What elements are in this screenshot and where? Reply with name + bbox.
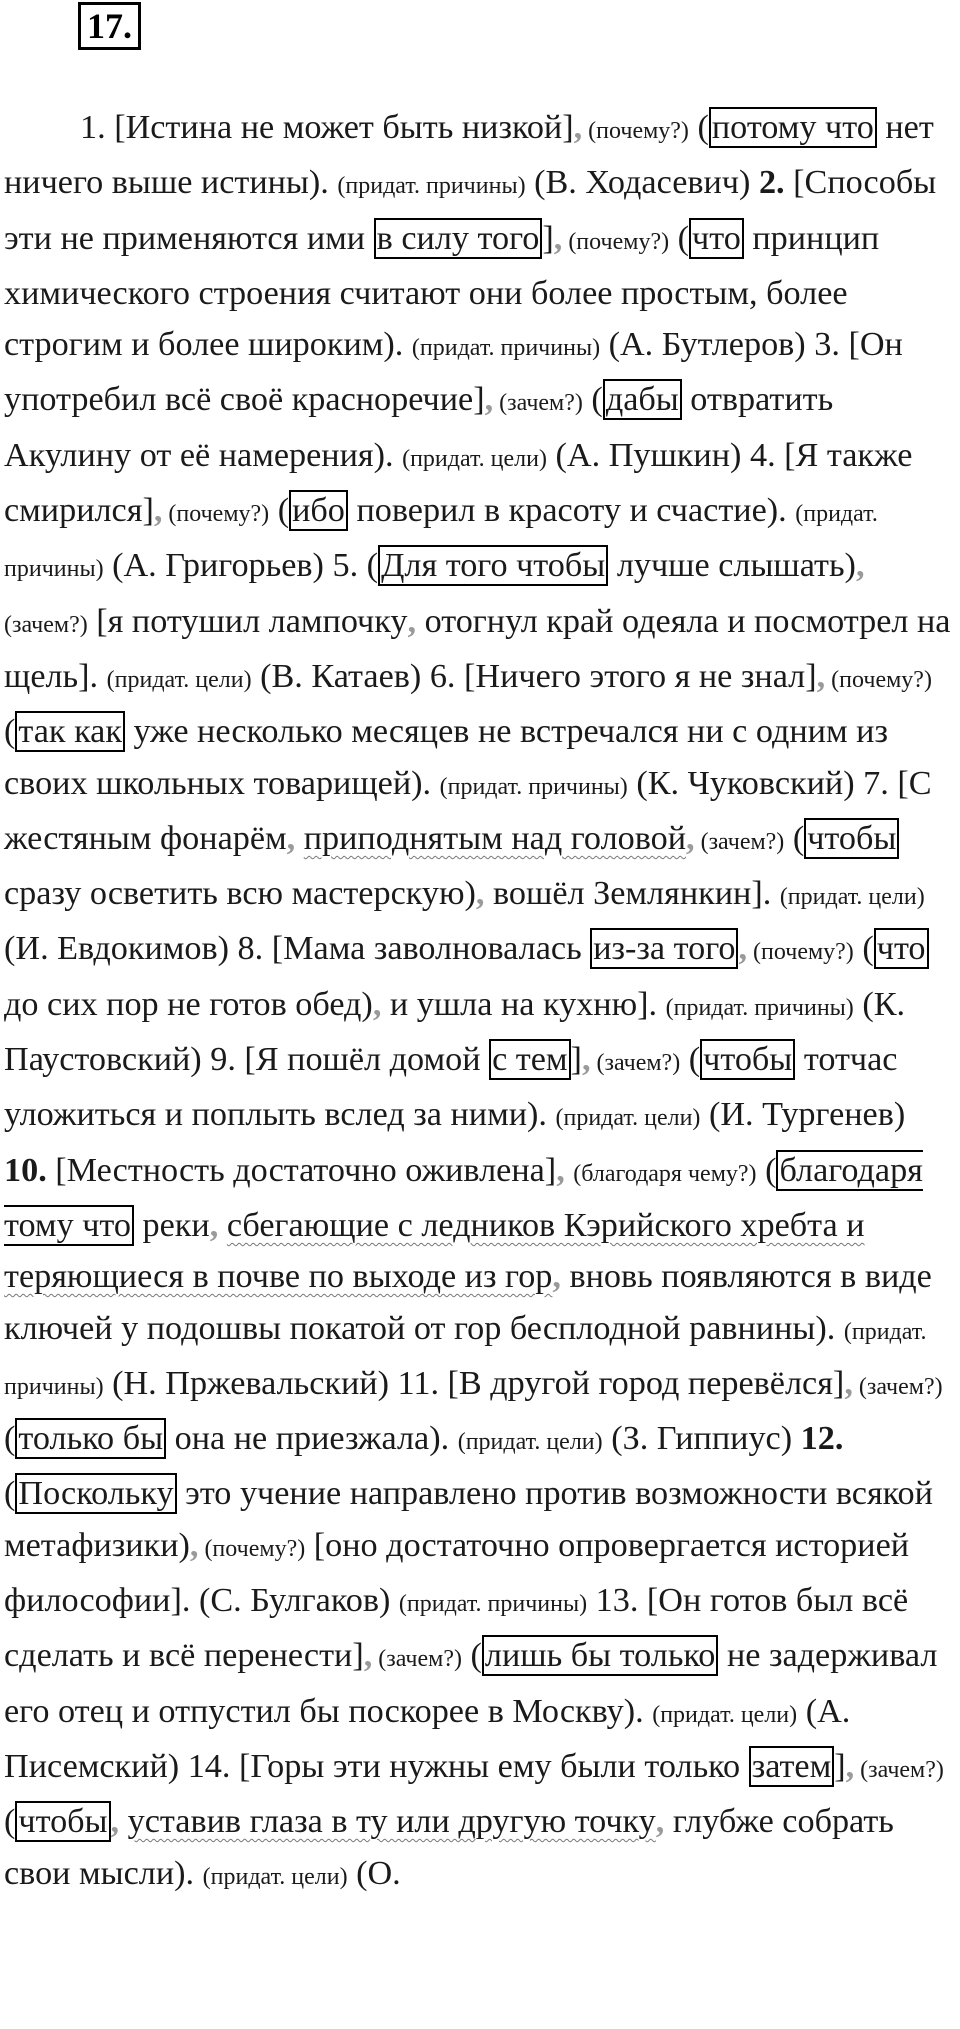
text-run [218, 1207, 227, 1244]
question-note: (придат. цели) [779, 884, 925, 911]
conjunction-box: в силу того [374, 218, 543, 259]
comma-mark: , [686, 819, 695, 857]
comma-mark: , [475, 875, 485, 913]
text-run: и ушла на кухню]. [381, 985, 666, 1023]
text-run: сразу осветить всю мастерскую) [4, 875, 476, 913]
text-run: 14. [Горы эти нужны ему были только [187, 1747, 749, 1785]
conjunction-box: чтобы [15, 1801, 110, 1842]
text-run: (В. Ходасевич) [525, 164, 759, 202]
text-run: уже несколько месяцев не встречался ни с одним из своих школьных товарищей). [4, 713, 888, 802]
text-run: тотчас уложиться и поплыть вслед за ними). [4, 1041, 898, 1134]
text-run: 4. [Я также смирился] [4, 436, 913, 530]
text-run: ( [4, 1803, 16, 1841]
comma-mark: , [573, 109, 583, 146]
conjunction-box: потому что [709, 107, 877, 148]
comma-mark: , [816, 657, 826, 695]
question-note: (зачем?) [4, 611, 88, 638]
participle-phrase: приподнятым над головой [303, 819, 687, 857]
question-note: (благодаря чему?) [573, 1160, 757, 1187]
question-note: (придат. причины) [4, 501, 878, 583]
text-run: поверил в красоту и счастие). [347, 492, 796, 530]
text-run: это учение направлено против возможности всякой метафизики) [4, 1475, 933, 1564]
exercise-text [4, 102, 954, 1903]
sentence-number: 2. [758, 164, 785, 202]
question-note: (придат. причины) [411, 335, 601, 362]
comma-mark: , [581, 1041, 591, 1079]
text-run: ( [4, 1475, 16, 1513]
text-run: 3. [Он употребил всё своё красноречие] [4, 326, 903, 419]
text-run: лучше слышать) [608, 547, 856, 585]
conjunction-box: что [874, 928, 929, 969]
text-run: реки [133, 1206, 210, 1244]
text-run: 13. [Он готов был всё сделать и всё перенести] [4, 1582, 909, 1675]
text-run: вошёл Землянкин]. [484, 875, 780, 913]
comma-mark: , [407, 602, 417, 640]
question-note: (почему?) [747, 939, 854, 966]
text-run: ( [4, 713, 16, 751]
text-run: (И. Тургенев) [700, 1096, 906, 1134]
text-run: (В. Катаев) [251, 657, 430, 695]
conjunction-box: дабы [603, 379, 682, 420]
sentence-number: 12. [800, 1420, 844, 1458]
question-note: (придат. цели) [555, 1105, 701, 1132]
question-note: (придат. причины) [398, 1591, 588, 1618]
comma-mark: , [110, 1803, 120, 1841]
text-run: ( [669, 219, 690, 257]
text-run: (О. [347, 1854, 401, 1892]
text-run: не задерживал его отец и отпустил бы поскорее в Москву). [4, 1637, 938, 1730]
sentence-number: 10. [4, 1151, 47, 1189]
comma-mark: , [553, 219, 563, 257]
text-run: ( [4, 1420, 16, 1458]
text-run: [я потушил лампочку [87, 602, 408, 640]
text-run [587, 1582, 596, 1619]
comma-mark: , [484, 381, 494, 419]
text-run: ( [269, 492, 290, 530]
conjunction-box: затем [749, 1746, 835, 1787]
comma-mark: , [655, 1803, 665, 1841]
question-note: (почему?) [562, 228, 670, 255]
text-run: (Н. Пржевальский) [103, 1364, 398, 1402]
text-run: 5. ( [332, 547, 379, 585]
conjunction-box: лишь бы только [482, 1635, 718, 1676]
question-note: (почему?) [198, 1535, 306, 1562]
question-note: (зачем?) [590, 1050, 681, 1077]
text-run: принцип химического строения считают они более простым, более строгим и более широким). [4, 219, 880, 364]
text-run: ] [570, 1041, 582, 1079]
text-run: вновь появляются в виде ключей у подошвы покатой от гор бесплодной равнины). [4, 1258, 932, 1347]
text-run: (И. Евдокимов) [4, 930, 238, 968]
text-run: (К. Чуковский) [627, 764, 864, 802]
text-run: [оно достаточно опровергается историей философии]. (С. Булгаков) [4, 1526, 910, 1620]
comma-mark: , [738, 930, 748, 968]
comma-mark: , [209, 1206, 219, 1244]
question-note: (придат. причины) [665, 994, 854, 1021]
comma-mark: , [845, 1747, 855, 1785]
text-run: [Способы эти не применяются ими [4, 164, 937, 257]
participle-phrase: сбегающие с ледников Кэрийского хребта и теряющиеся в почве по выходе из гор [4, 1206, 865, 1296]
text-run: ( [853, 930, 874, 968]
question-note: (зачем?) [372, 1646, 462, 1673]
conjunction-box: только бы [15, 1418, 166, 1459]
text-run: 6. [Ничего этого я не знал] [429, 657, 817, 695]
comma-mark: , [286, 819, 296, 857]
task-number: 17. [78, 2, 141, 50]
question-note: (придат. цели) [106, 666, 252, 693]
comma-mark: , [153, 492, 163, 530]
question-note: (зачем?) [493, 390, 583, 417]
participle-phrase: уставив глаза в ту или другую точку [127, 1803, 656, 1841]
comma-mark: , [189, 1526, 199, 1564]
conjunction-box: Для того чтобы [378, 545, 608, 586]
question-note: (почему?) [582, 118, 689, 144]
text-run: (А. Пушкин) [547, 436, 750, 474]
comma-mark: , [552, 1258, 561, 1296]
text-run: глубже собрать свои мысли). [4, 1803, 894, 1892]
conjunction-box: так как [15, 711, 125, 752]
conjunction-box: ибо [289, 490, 348, 531]
text-run: нет ничего выше истины). [4, 109, 934, 202]
text-run: 9. [Я пошёл домой [210, 1041, 490, 1079]
text-run: [Местность достаточно оживлена] [46, 1151, 557, 1189]
text-run [565, 1152, 574, 1189]
text-run: ( [688, 109, 709, 146]
question-note: (придат. цели) [202, 1863, 348, 1890]
text-run: отогнул край одеяла и посмотрел на щель]. [4, 602, 951, 695]
text-run: до сих пор не готов обед) [4, 985, 373, 1023]
comma-mark: , [363, 1637, 373, 1675]
question-note: (придат. цели) [402, 445, 547, 472]
conjunction-box: Поскольку [15, 1473, 176, 1514]
text-run: (К. Паустовский) [4, 985, 906, 1079]
conjunction-box: чтобы [700, 1039, 795, 1080]
text-run: ( [680, 1041, 701, 1079]
comma-mark: , [372, 985, 382, 1023]
question-note: (придат. цели) [457, 1429, 603, 1456]
text-run: ( [756, 1151, 777, 1189]
text-run: 1. [Истина не может быть низкой] [80, 109, 574, 146]
question-note: (почему?) [162, 501, 270, 528]
conjunction-box: чтобы [804, 818, 899, 859]
text-run: она не приезжала). [166, 1420, 458, 1458]
comma-mark: , [844, 1364, 853, 1402]
question-note: (зачем?) [854, 1756, 944, 1783]
text-run: ] [834, 1747, 846, 1785]
text-run: ( [461, 1637, 482, 1675]
question-note: (зачем?) [852, 1373, 943, 1400]
text-run [119, 1803, 128, 1840]
text-run [295, 820, 304, 857]
text-run: (З. Гиппиус) [602, 1420, 801, 1458]
text-run: (А. Григорьев) [103, 547, 333, 585]
conjunction-box: с тем [489, 1039, 570, 1080]
text-run: отвратить Акулину от её намерения). [4, 381, 834, 474]
conjunction-box: благодаря тому что [4, 1151, 923, 1244]
question-note: (придат. причины) [4, 1318, 927, 1400]
question-note: (зачем?) [694, 828, 785, 855]
conjunction-box: из-за того [590, 928, 738, 969]
text-run: 7. [С жестяным фонарём [4, 764, 932, 857]
text-run: ( [784, 819, 805, 857]
text-run: 8. [Мама заволновалась [237, 930, 591, 968]
text-run: (А. Бутлеров) [600, 326, 815, 364]
text-run: ] [542, 219, 554, 257]
conjunction-box: что [689, 218, 744, 259]
text-run: ( [582, 381, 603, 419]
comma-mark: , [556, 1151, 565, 1189]
comma-mark: , [855, 547, 865, 585]
question-note: (придат. причины) [337, 173, 526, 200]
question-note: (почему?) [825, 666, 932, 693]
text-run: (А. Писемский) [4, 1692, 851, 1785]
question-note: (придат. цели) [652, 1701, 798, 1728]
question-note: (придат. причины) [439, 773, 628, 800]
text-run: 11. [В другой город перевёлся] [397, 1364, 845, 1402]
